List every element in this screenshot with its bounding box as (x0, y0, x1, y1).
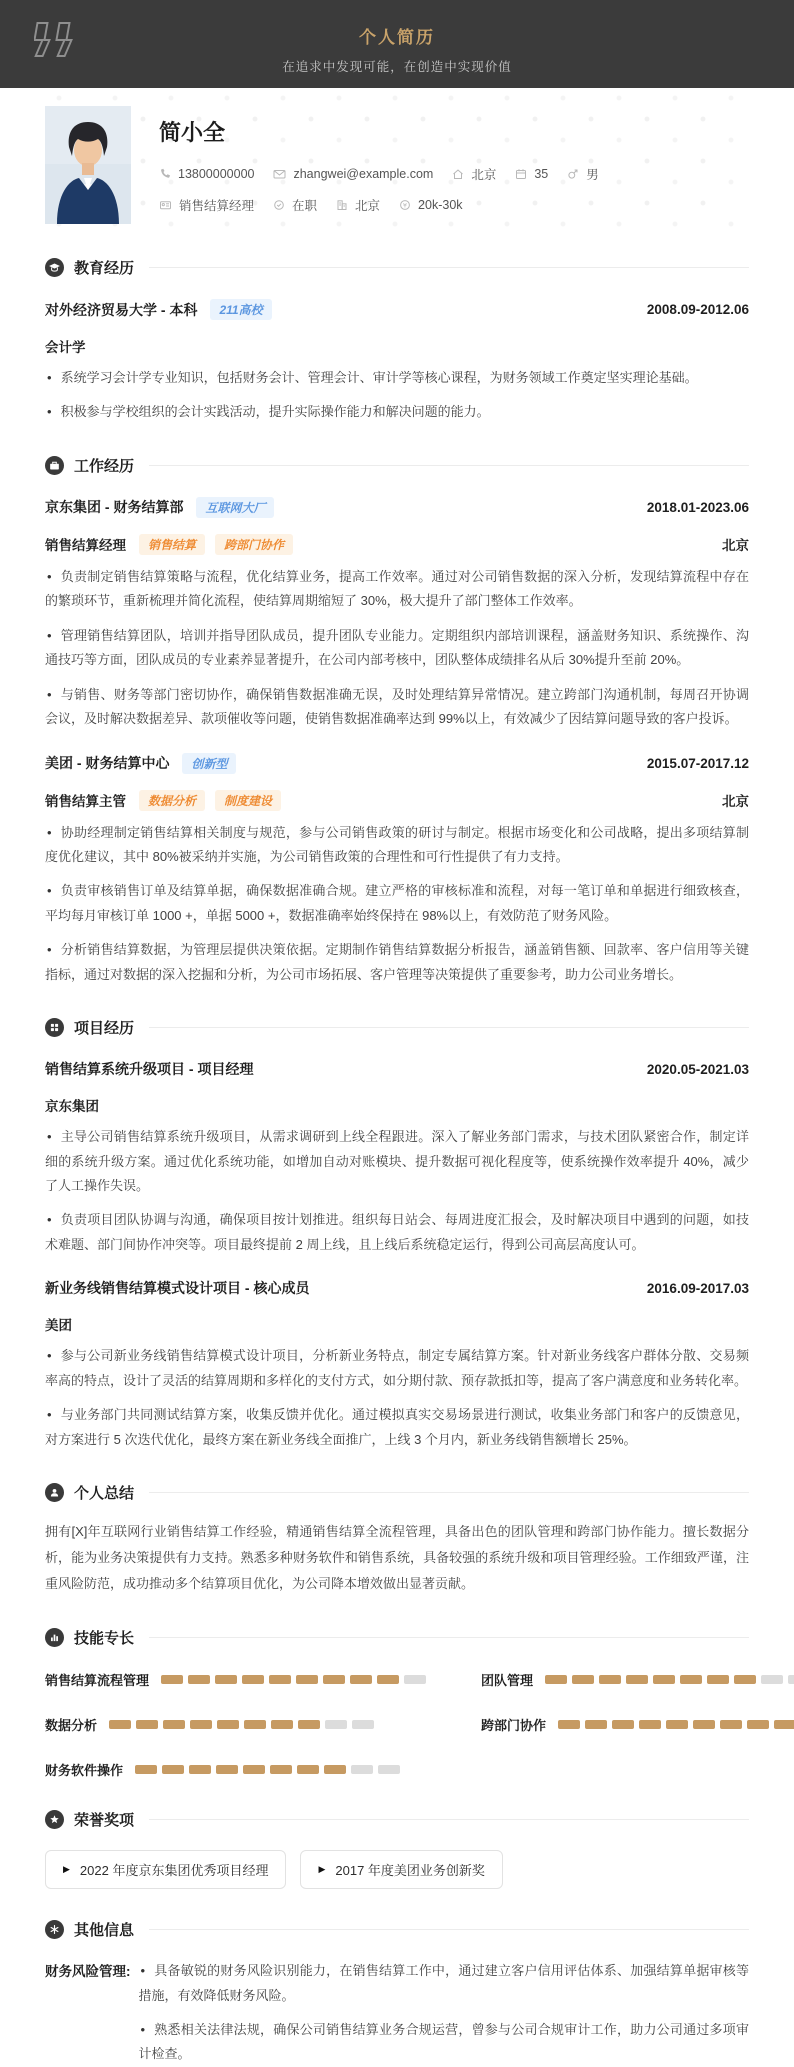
other-info-header (45, 1919, 749, 1940)
project-name: 销售结算系统升级项目 - 项目经理 (45, 1061, 254, 1078)
briefcase-icon (45, 456, 64, 475)
skills-header (45, 1627, 749, 1648)
section-divider (149, 267, 749, 268)
work-section (45, 455, 749, 987)
other-bullet: • 熟悉相关法律法规，确保公司销售结算业务合规运营，曾参与公司合规审计工作，助力公司通过多项审计检查。 (138, 2021, 749, 2062)
job-location: 北京 (722, 538, 749, 554)
salary-icon (399, 199, 411, 211)
skill-level-bar (558, 1720, 794, 1729)
section-divider (149, 1819, 749, 1820)
job-entry (45, 753, 749, 774)
age-value: 35 (534, 167, 549, 181)
job-status-field (273, 196, 317, 214)
work-city-value: 北京 (355, 199, 381, 213)
double-quote-icon (34, 20, 86, 60)
section-title: 个人总结 (74, 1485, 135, 1503)
other-info-label: 财务风险管理: (45, 1964, 131, 1980)
skill-name: 财务软件操作 (45, 1763, 124, 1779)
work-city-field (336, 196, 380, 214)
bullet-dot: • (140, 2021, 146, 2037)
candidate-name: 简小全 (159, 120, 226, 145)
section-title: 工作经历 (74, 457, 135, 475)
profile-info (159, 106, 599, 227)
project-bullet: • 负责项目团队协调与沟通，确保项目按计划推进。组织每日站会、每周进度汇报会，及时解决项目中遇到的问题，如技术难题、部门间协作冲突等。项目最终提前 2 周上线，且上线后系统稳定运行，得到公司高层高度认可。 (45, 1212, 749, 1252)
education-header (45, 257, 749, 278)
summary-text: 拥有[X]年互联网行业销售结算工作经验，精通销售结算全流程管理，具备出色的团队管理和跨部门协作能力。擅长数据分析，能为业务决策提供有力支持。熟悉多种财务软件和销售系统，具备较强的系统升级和项目管理经验。工作细致严谨，注重风险防范，成功推动多个结算项目优化，为公司降本增效做出显著贡献。 (45, 1524, 749, 1592)
position-tag: 制度建设 (215, 790, 281, 811)
contact-row-2 (159, 196, 599, 214)
company-name: 京东集团 - 财务结算部 (45, 499, 184, 516)
projects-section (45, 1017, 749, 1452)
home-city-value: 北京 (471, 168, 497, 182)
section-title: 教育经历 (74, 260, 135, 277)
bullet-dot: • (47, 1129, 52, 1145)
education-bullet: • 积极参与学校组织的会计实践活动，提升实际操作能力和解决问题的能力。 (47, 404, 490, 420)
triangle-icon: ▶ (63, 1864, 70, 1875)
job-bullet: • 分析销售结算数据，为管理层提供决策依据。定期制作销售结算数据分析报告，涵盖销售额、回款率、客户信用等关键指标，通过对数据的深入挖掘和分析，为公司市场拓展、客户管理等决策提供了重要参考，助力公司业务增长。 (45, 942, 749, 982)
page-title: 个人简历 (359, 28, 435, 47)
salary-value: 20k-30k (418, 198, 463, 212)
bullet-dot: • (47, 568, 52, 584)
resume-content (0, 88, 794, 2067)
project-org: 京东集团 (45, 1099, 99, 1115)
company-tag: 创新型 (182, 753, 236, 774)
job-title-value: 销售结算经理 (179, 199, 255, 213)
summary-section (45, 1482, 749, 1597)
bullet-dot: • (47, 627, 52, 643)
other-bullet: • 具备敏锐的财务风险识别能力，在销售结算工作中，通过建立客户信用评估体系、加强结算单据审核等措施，有效降低财务风险。 (138, 1963, 749, 2003)
skill-level-bar (135, 1765, 400, 1774)
job-bullet: • 负责审核销售订单及结算单据，确保数据准确合规。建立严格的审核标准和流程，对每一笔订单和单据进行细致核查，平均每月审核订单 1000 +，单据 5000 +，数据准确率始终保持在 98%以上，有效防范了财务风险。 (45, 883, 749, 923)
skill-name: 跨部门协作 (481, 1718, 547, 1734)
job-status-value: 在职 (292, 199, 318, 213)
gender-field (567, 165, 599, 183)
position-row (45, 534, 749, 555)
job-bullet: • 管理销售结算团队，培训并指导团队成员，提升团队专业能力。定期组织内部培训课程，涵盖财务知识、系统操作、沟通技巧等方面，团队成员的专业素养显著提升，在公司内部考核中，团队整体成绩排名从后 30%提升至前 20%。 (45, 627, 749, 668)
phone-field (159, 167, 254, 181)
project-date: 2020.05-2021.03 (646, 1061, 749, 1077)
bullet-dot: • (47, 404, 52, 420)
school-name: 对外经济贸易大学 - 本科 (45, 301, 198, 318)
job-bullet: • 负责制定销售结算策略与流程，优化结算业务，提高工作效率。通过对公司销售数据的深入分析，发现结算流程中存在的繁琐环节，重新梳理并简化流程，使结算周期缩短了 30%，极大提升了部门整体工作效率。 (45, 568, 749, 609)
project-bullet: • 与业务部门共同测试结算方案，收集反馈并优化。通过模拟真实交易场景进行测试，收集业务部门和客户的反馈意见，对方案进行 5 次迭代优化，最终方案在新业务线全面推广，上线 3 个月内，新业务线销售额增长 25%。 (45, 1407, 749, 1447)
other-info-bullets (139, 1958, 750, 2067)
education-bullet: • 系统学习会计学专业知识，包括财务会计、管理会计、审计学等核心课程，为财务领域工作奠定坚实理论基础。 (47, 370, 698, 385)
skill-level-bar (109, 1720, 374, 1729)
age-field (515, 167, 548, 181)
honor-list (45, 1850, 749, 1889)
job-bullet: • 协助经理制定销售结算相关制度与规范，参与公司销售政策的研讨与制定。根据市场变化和公司战略，提出多项结算制度优化建议，其中 80%被采纳并实施，为公司销售政策的合理性和可行性提供了有力支持。 (45, 824, 749, 864)
contact-row-1 (159, 165, 599, 183)
job-date: 2018.01-2023.06 (646, 499, 749, 515)
major-name: 会计学 (45, 340, 86, 355)
skill-item (45, 1760, 426, 1779)
project-name: 新业务线销售结算模式设计项目 - 核心成员 (45, 1280, 310, 1297)
home-city-field (452, 165, 496, 183)
project-org: 美团 (45, 1318, 72, 1334)
bullet-dot: • (47, 1407, 52, 1423)
skill-level-bar (545, 1675, 794, 1684)
summary-header (45, 1482, 749, 1503)
other-info-row (45, 1958, 749, 2067)
asterisk-icon (45, 1920, 64, 1939)
position-row (45, 790, 749, 811)
grid-icon (45, 1018, 64, 1037)
job-date: 2015.07-2017.12 (646, 755, 749, 771)
project-bullet: • 参与公司新业务线销售结算模式设计项目，分析新业务特点，制定专属结算方案。针对新业务线客户群体分散、交易频率高的特点，设计了灵活的结算周期和多样化的支付方式，如分期付款、预存款抵扣等，提高了客户满意度和业务转化率。 (45, 1348, 749, 1388)
status-icon (273, 199, 285, 211)
skill-level-bar (161, 1675, 426, 1684)
project-bullet: • 主导公司销售结算系统升级项目，从需求调研到上线全程跟进。深入了解业务部门需求，与技术团队紧密合作，制定详细的系统升级方案。通过优化系统功能，如增加自动对账模块、提升数据可视化程度等，使系统操作效率提升 40%，减少了人工操作失误。 (45, 1129, 749, 1193)
skill-name: 团队管理 (481, 1673, 534, 1689)
school-tag: 211高校 (210, 299, 271, 320)
email-icon (273, 168, 286, 180)
gender-icon (567, 168, 579, 180)
section-title: 项目经历 (74, 1020, 135, 1038)
bullet-dot: • (47, 1212, 52, 1228)
section-divider (149, 1637, 749, 1638)
email-field (273, 167, 433, 181)
skill-item (481, 1670, 794, 1689)
company-tag: 互联网大厂 (196, 497, 274, 518)
section-divider (149, 465, 749, 466)
building-icon (336, 199, 348, 211)
phone-value: 13800000000 (178, 167, 255, 181)
skill-item (45, 1715, 426, 1734)
education-date: 2008.09-2012.06 (646, 302, 749, 317)
project-date: 2016.09-2017.03 (646, 1280, 749, 1296)
portrait-illustration (45, 106, 131, 224)
skills-section (45, 1627, 749, 1779)
triangle-icon: ▶ (318, 1864, 326, 1875)
bullet-dot: • (47, 370, 52, 385)
other-info-section (45, 1919, 749, 2067)
position-title: 销售结算主管 (45, 794, 126, 809)
salary-field (399, 198, 462, 212)
position-tag: 跨部门协作 (215, 534, 293, 555)
graduation-cap-icon (45, 258, 64, 277)
job-location: 北京 (722, 794, 749, 809)
work-header (45, 455, 749, 476)
bullet-dot: • (47, 686, 52, 702)
skill-name: 数据分析 (45, 1718, 98, 1734)
section-divider (149, 1929, 749, 1930)
bullet-dot: • (140, 1963, 146, 1979)
honor-badge: ▶ 2022 年度京东集团优秀项目经理 (45, 1850, 286, 1889)
section-title: 荣誉奖项 (74, 1812, 135, 1830)
skill-item (481, 1715, 794, 1734)
section-title: 其他信息 (74, 1922, 135, 1940)
education-section (45, 257, 749, 425)
project-entry (45, 1059, 749, 1079)
skill-item (45, 1670, 426, 1689)
bullet-dot: • (47, 824, 52, 840)
honor-badge: ▶ 2017 年度美团业务创新奖 (300, 1850, 502, 1889)
skill-grid (45, 1670, 749, 1779)
section-title: 技能专长 (74, 1630, 135, 1648)
bar-chart-icon (45, 1628, 64, 1647)
section-divider (149, 1492, 749, 1493)
phone-icon (159, 168, 171, 180)
position-tag: 销售结算 (139, 534, 205, 555)
position-title: 销售结算经理 (45, 538, 126, 554)
project-entry (45, 1278, 749, 1298)
job-title-field (159, 196, 254, 214)
page-subtitle: 在追求中发现可能，在创造中实现价值 (282, 60, 512, 74)
calendar-icon (515, 168, 527, 180)
svg-text:¥: ¥ (402, 201, 408, 210)
gender-value: 男 (586, 168, 599, 182)
honors-header (45, 1809, 749, 1830)
projects-header (45, 1017, 749, 1038)
badge-icon (159, 199, 172, 211)
award-star-icon (45, 1810, 64, 1829)
resume-banner (0, 0, 794, 88)
honors-section (45, 1809, 749, 1889)
bullet-dot: • (47, 942, 52, 958)
bullet-dot: • (47, 1348, 52, 1364)
person-icon (45, 1483, 64, 1502)
education-entry (45, 299, 749, 320)
skill-name: 销售结算流程管理 (45, 1673, 150, 1689)
home-icon (452, 168, 464, 180)
job-bullet: • 与销售、财务等部门密切协作，确保销售数据准确无误，及时处理结算异常情况。建立跨部门沟通机制，每周召开协调会议，及时解决数据差异、款项催收等问题，使销售数据准确率达到 99%以上，有效减少了因结算问题导致的客户投诉。 (45, 686, 749, 727)
section-divider (149, 1027, 749, 1028)
job-entry (45, 497, 749, 518)
profile-photo (45, 106, 131, 224)
company-name: 美团 - 财务结算中心 (45, 755, 170, 771)
position-tag: 数据分析 (139, 790, 205, 811)
profile-section (45, 88, 749, 227)
email-value: zhangwei@example.com (293, 167, 434, 181)
bullet-dot: • (47, 883, 52, 899)
